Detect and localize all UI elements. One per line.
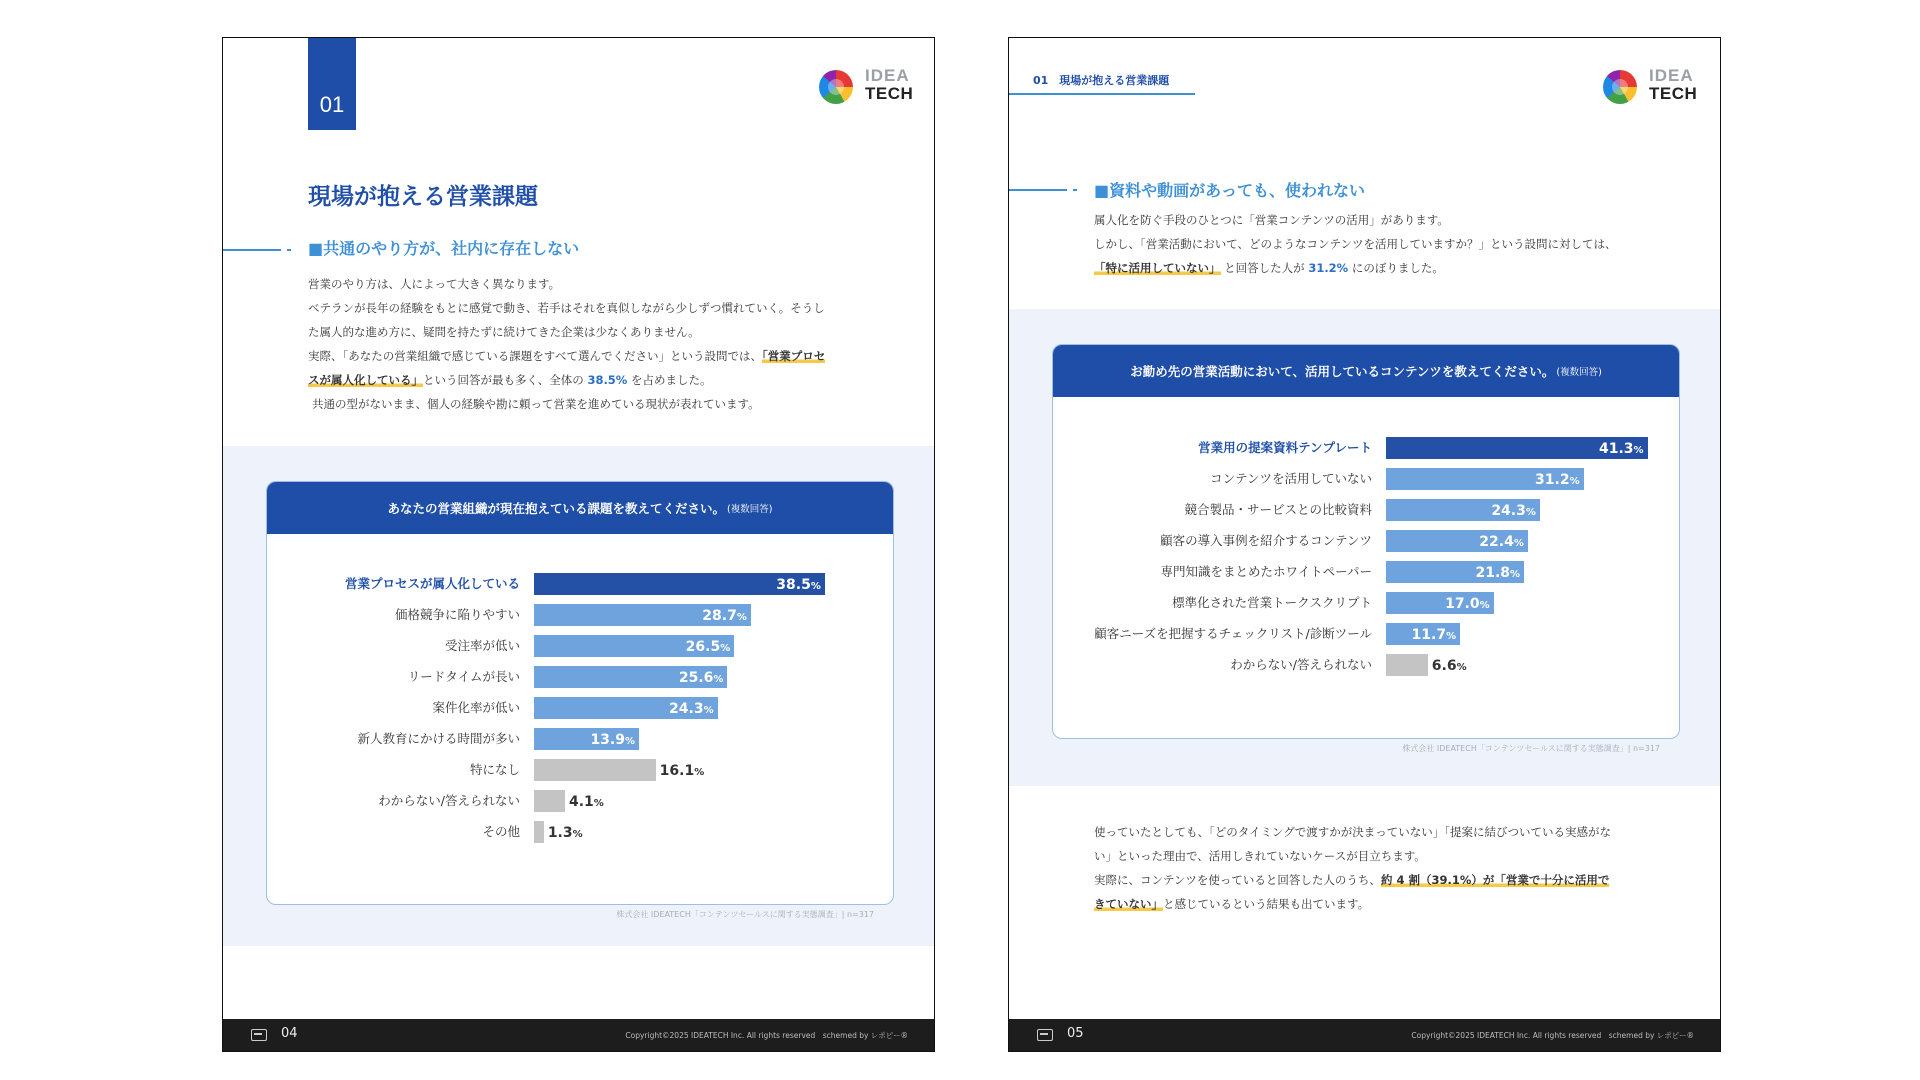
- paragraph-line: [308, 344, 868, 368]
- logo-text-top: IDEA: [865, 66, 910, 85]
- chart-value-label: 13.9%: [590, 732, 636, 748]
- chart-header: [267, 482, 893, 534]
- report-page-05: [1008, 37, 1721, 1052]
- page-footer: [1009, 1019, 1720, 1051]
- chart-note: (複数回答): [1556, 367, 1602, 378]
- paragraph-text: と感じているという結果も出ています。: [1163, 897, 1370, 911]
- paragraph-line: [1094, 868, 1664, 892]
- paragraph-line: た属人的な進め方に、疑問を持たずに続けてきた企業は少なくありません。: [308, 325, 700, 339]
- highlight-percentage: 31.2%: [1308, 261, 1349, 275]
- ideatech-logo: [1603, 64, 1703, 104]
- chart-category-label: リードタイムが長い: [407, 669, 520, 684]
- chart-row: [1053, 653, 1679, 677]
- chart-value-label: 31.2%: [1535, 472, 1580, 488]
- chart-category-label: 顧客ニーズを把握するチェックリスト/診断ツール: [1094, 626, 1372, 641]
- copyright: Copyright©2025 IDEATECH Inc. All rights reserved schemed by レポピー®: [625, 1031, 908, 1040]
- paragraph-line: しかし、「営業活動において、どのようなコンテンツを活用していますか？」という設問に対しては、: [1094, 237, 1617, 251]
- page-icon: [1037, 1029, 1053, 1041]
- chart-bar: [534, 728, 639, 750]
- chart-source: 株式会社 IDEATECH「コンテンツセールスに関する実態調査」| n=317: [1402, 744, 1660, 753]
- chart-row: [267, 696, 893, 720]
- page-footer: [223, 1019, 934, 1051]
- section-line-dot: [287, 249, 291, 251]
- chart-value-label: 24.3%: [1491, 503, 1536, 519]
- chart-row: [1053, 622, 1679, 646]
- ideatech-logo: [819, 64, 919, 104]
- paragraph-line: [1094, 256, 1664, 280]
- chart-row: [1053, 467, 1679, 491]
- chart-bar: [534, 573, 825, 595]
- chart-value-label: 11.7%: [1411, 627, 1457, 643]
- chart-bar: [1386, 530, 1528, 552]
- chart-value-label: 21.8%: [1475, 565, 1521, 581]
- chart-category-label: 顧客の導入事例を紹介するコンテンツ: [1160, 533, 1372, 548]
- paragraph-text: にのぼりました。: [1351, 261, 1444, 275]
- paragraph-line: い」といった理由で、活用しきれていないケースが目立ちます。: [1094, 849, 1426, 863]
- page-icon: [251, 1029, 267, 1041]
- paragraph-line: [1094, 892, 1664, 916]
- chart-row: [267, 820, 893, 844]
- chart-category-label: 競合製品・サービスとの比較資料: [1184, 502, 1372, 517]
- paragraph-line: [308, 368, 868, 392]
- chart-value-label: 1.3%: [547, 825, 583, 841]
- highlighted-text: 約 4 割（39.1%）が「営業で十分に活用で: [1380, 873, 1610, 887]
- chart-bar: [534, 604, 751, 626]
- chart-row: [1053, 560, 1679, 584]
- chart-category-label: コンテンツを活用していない: [1210, 471, 1372, 486]
- paragraph-line: 属人化を防ぐ手段のひとつに「営業コンテンツの活用」があります。: [1094, 213, 1449, 227]
- copyright: Copyright©2025 IDEATECH Inc. All rights reserved schemed by レポピー®: [1411, 1031, 1694, 1040]
- chart-bar: [534, 821, 583, 843]
- paragraph-line: 使っていたとしても、「どのタイミングで渡すかが決まっていない」「提案に結びついている実感がな: [1094, 825, 1612, 839]
- chart-category-label: 受注率が低い: [444, 638, 520, 653]
- intro-paragraph: [1094, 208, 1664, 280]
- highlighted-text: 「営業プロセ: [762, 349, 826, 363]
- logo-text-bottom: TECH: [865, 84, 914, 103]
- chart-value-label: 22.4%: [1479, 534, 1524, 550]
- chart-bar: [1386, 592, 1494, 614]
- chart-bar: [534, 790, 604, 812]
- chart-row: [1053, 498, 1679, 522]
- logo-mark-icon: [1603, 70, 1637, 104]
- chart-category-label: 営業用の提案資料テンプレート: [1198, 440, 1372, 455]
- chart-bar: [1386, 499, 1540, 521]
- chart-value-label: 38.5%: [776, 577, 821, 593]
- chart-row: [267, 634, 893, 658]
- chart-bar: [1386, 623, 1460, 645]
- chart-category-label: わからない/答えられない: [378, 793, 520, 808]
- chart-bar: [1386, 468, 1584, 490]
- intro-paragraph: [308, 272, 868, 416]
- chart-category-label: 新人教育にかける時間が多い: [357, 731, 520, 746]
- chart-bar: [534, 759, 705, 781]
- chart-category-label: 特になし: [469, 762, 520, 777]
- chart-bar: [1386, 437, 1648, 459]
- section-heading: ■共通のやり方が、社内に存在しない: [308, 239, 580, 258]
- chart-row: [267, 727, 893, 751]
- chart-value-label: 6.6%: [1431, 658, 1467, 674]
- highlighted-text: 「特に活用していない」: [1094, 261, 1221, 275]
- report-page-04: [222, 37, 935, 1052]
- paragraph-line: 共通の型がないまま、個人の経験や勘に頼って営業を進めている現状が表れています。: [312, 397, 760, 411]
- chart-bar: [534, 666, 727, 688]
- chart-category-label: 標準化された営業トークスクリプト: [1172, 595, 1372, 610]
- chart-value-label: 17.0%: [1445, 596, 1490, 612]
- chapter-tag-line: [1009, 93, 1195, 95]
- paragraph-text: という回答が最も多く、全体の: [423, 373, 584, 387]
- chart-row: [267, 758, 893, 782]
- chart-category-label: その他: [482, 824, 520, 839]
- section-line: [223, 249, 281, 251]
- page-number: 05: [1067, 1026, 1084, 1041]
- issues-chart-card: [266, 481, 894, 905]
- chart-row: [267, 603, 893, 627]
- logo-text-top: IDEA: [1649, 66, 1694, 85]
- chart-value-label: 41.3%: [1598, 441, 1644, 457]
- section-line-dot: [1073, 189, 1077, 191]
- chart-row: [267, 572, 893, 596]
- chart-source: 株式会社 IDEATECH「コンテンツセールスに関する実態調査」| n=317: [616, 910, 874, 919]
- chart-row: [267, 665, 893, 689]
- chart-value-label: 24.3%: [669, 701, 714, 717]
- section-heading: ■資料や動画があっても、使われない: [1094, 181, 1365, 200]
- logo-text-bottom: TECH: [1649, 84, 1698, 103]
- chart-row: [1053, 529, 1679, 553]
- page-title: 現場が抱える営業課題: [308, 184, 538, 210]
- chart-value-label: 16.1%: [659, 763, 705, 779]
- chart-value-label: 4.1%: [568, 794, 604, 810]
- highlight-percentage: 38.5%: [587, 373, 628, 387]
- chart-category-label: 専門知識をまとめたホワイトペーパー: [1160, 564, 1372, 579]
- chapter-tag: 01 現場が抱える営業課題: [1033, 74, 1170, 87]
- chapter-number: 01: [319, 92, 345, 117]
- chapter-tab: [308, 38, 356, 130]
- chart-value-label: 28.7%: [702, 608, 747, 624]
- contents-chart-card: [1052, 344, 1680, 739]
- chart-bar: [534, 697, 718, 719]
- chart-bar: [1386, 561, 1524, 583]
- chart-bar: [1386, 654, 1467, 676]
- paragraph-text: を占めました。: [631, 373, 712, 387]
- logo-mark-icon: [819, 70, 853, 104]
- chart-title: お勤め先の営業活動において、活用しているコンテンツを教えてください。: [1130, 364, 1555, 379]
- chart-row: [267, 789, 893, 813]
- paragraph-line: ベテランが長年の経験をもとに感覚で動き、若手はそれを真似しながら少しずつ慣れていく。そうし: [308, 301, 825, 315]
- paragraph-text: 実際に、コンテンツを使っていると回答した人のうち、: [1094, 873, 1381, 887]
- chart-header: [1053, 345, 1679, 397]
- chart-bar: [534, 635, 734, 657]
- section-line: [1009, 189, 1067, 191]
- page-number: 04: [281, 1026, 298, 1041]
- paragraph-text: 実際、「あなたの営業組織で感じている課題をすべて選んでください」という設問では、: [308, 349, 763, 363]
- chart-note: (複数回答): [727, 504, 773, 515]
- chart-category-label: 価格競争に陥りやすい: [394, 607, 520, 622]
- paragraph-text: と回答した人が: [1224, 261, 1305, 275]
- chart-value-label: 26.5%: [685, 639, 731, 655]
- chart-category-label: 案件化率が低い: [432, 700, 520, 715]
- highlighted-text: スが属人化している」: [308, 373, 423, 387]
- chart-category-label: わからない/答えられない: [1230, 657, 1372, 672]
- highlighted-text: きていない」: [1094, 897, 1163, 911]
- chart-value-label: 25.6%: [678, 670, 724, 686]
- chart-row: [1053, 436, 1679, 460]
- chart-category-label: 営業プロセスが属人化している: [344, 576, 520, 591]
- chart-title: あなたの営業組織が現在抱えている課題を教えてください。: [387, 501, 726, 516]
- paragraph-line: 営業のやり方は、人によって大きく異なります。: [308, 277, 561, 291]
- closing-paragraph: [1094, 820, 1664, 916]
- chart-row: [1053, 591, 1679, 615]
